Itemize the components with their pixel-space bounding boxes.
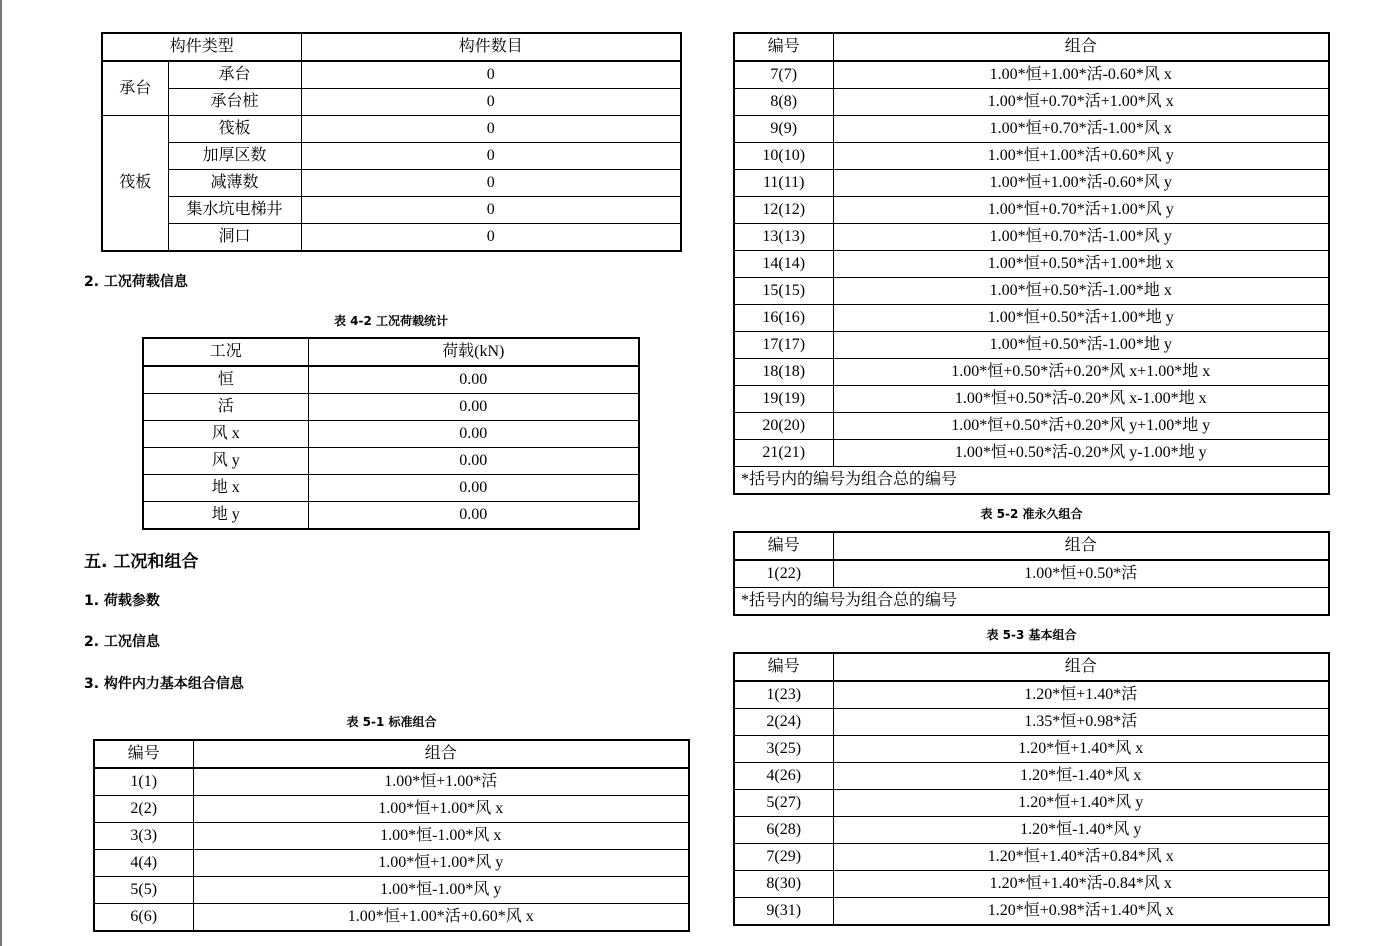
row-id-cell: 恒 (143, 366, 308, 394)
table-row (734, 413, 1329, 440)
header-cell: 组合 (193, 740, 689, 768)
table-row (734, 898, 1329, 926)
table-row (143, 394, 639, 421)
table-row (734, 817, 1329, 844)
row-id-cell: 地 x (143, 475, 308, 502)
basic-combo-table (733, 652, 1330, 926)
row-id-cell: 8(8) (734, 89, 833, 116)
row-value-cell: 1.00*恒+0.50*活+0.20*风 y+1.00*地 y (833, 413, 1329, 440)
header-cell: 组合 (833, 532, 1329, 560)
header-cell: 编号 (94, 740, 193, 768)
table-row (734, 224, 1329, 251)
table-cell: 0 (301, 170, 681, 197)
header-cell: 工况 (143, 338, 308, 366)
row-value-cell: 1.00*恒+1.00*活-0.60*风 y (833, 170, 1329, 197)
row-value-cell: 1.35*恒+0.98*活 (833, 709, 1329, 736)
table-row (94, 768, 689, 796)
section-load-info-heading: 2. 工况荷载信息 (84, 274, 188, 290)
row-value-cell: 1.00*恒+0.50*活 (833, 560, 1329, 588)
table-header-row (94, 740, 689, 768)
table-header-row (734, 33, 1329, 61)
row-id-cell: 5(27) (734, 790, 833, 817)
row-value-cell: 1.00*恒+0.50*活+1.00*地 x (833, 251, 1329, 278)
row-value-cell: 1.20*恒+0.98*活+1.40*风 x (833, 898, 1329, 926)
table-row (102, 116, 681, 143)
row-id-cell: 10(10) (734, 143, 833, 170)
table-row (734, 359, 1329, 386)
subsection-case-info: 2. 工况信息 (84, 634, 160, 650)
table-cell: 0 (301, 143, 681, 170)
row-id-cell: 17(17) (734, 332, 833, 359)
row-id-cell: 12(12) (734, 197, 833, 224)
row-id-cell: 1(1) (94, 768, 193, 796)
table-row (143, 421, 639, 448)
table-row (734, 790, 1329, 817)
table-row (734, 681, 1329, 709)
row-value-cell: 1.20*恒-1.40*风 x (833, 763, 1329, 790)
std-combo-caption: 表 5-1 标准组合 (346, 715, 437, 729)
row-id-cell: 7(29) (734, 844, 833, 871)
row-value-cell: 1.00*恒+1.00*活 (193, 768, 689, 796)
row-id-cell: 1(22) (734, 560, 833, 588)
table-row (734, 143, 1329, 170)
table-cell: 承台桩 (168, 89, 301, 116)
header-cell: 构件数目 (301, 33, 681, 61)
component-table (101, 32, 682, 252)
row-value-cell: 1.00*恒+0.70*活+1.00*风 y (833, 197, 1329, 224)
table-cell: 承台 (168, 61, 301, 89)
row-id-cell: 11(11) (734, 170, 833, 197)
row-value-cell: 1.00*恒+1.00*活-0.60*风 x (833, 61, 1329, 89)
row-id-cell: 6(6) (94, 904, 193, 932)
row-value-cell: 1.00*恒+1.00*活+0.60*风 y (833, 143, 1329, 170)
table-row (94, 904, 689, 932)
table-row (734, 278, 1329, 305)
row-value-cell: 1.20*恒+1.40*风 y (833, 790, 1329, 817)
row-id-cell: 16(16) (734, 305, 833, 332)
table-row (102, 143, 681, 170)
section-five-heading: 五. 工况和组合 (84, 552, 199, 572)
row-id-cell: 20(20) (734, 413, 833, 440)
row-id-cell: 5(5) (94, 877, 193, 904)
table-row (102, 197, 681, 224)
note-row (734, 588, 1329, 616)
table-cell: 0 (301, 224, 681, 252)
table-row (143, 475, 639, 502)
row-id-cell: 地 y (143, 502, 308, 530)
table-row (734, 305, 1329, 332)
row-value-cell: 0.00 (308, 421, 639, 448)
table-cell: 加厚区数 (168, 143, 301, 170)
header-cell: 编号 (734, 653, 833, 681)
row-value-cell: 1.20*恒+1.40*活-0.84*风 x (833, 871, 1329, 898)
row-value-cell: 1.00*恒+0.50*活-0.20*风 y-1.00*地 y (833, 440, 1329, 467)
basic-combo-caption: 表 5-3 基本组合 (986, 628, 1077, 642)
note-cell: *括号内的编号为组合总的编号 (734, 467, 1329, 495)
table-row (734, 116, 1329, 143)
page-left-edge (0, 0, 2, 946)
table-header-row (143, 338, 639, 366)
row-value-cell: 0.00 (308, 394, 639, 421)
row-value-cell: 1.00*恒+0.70*活-1.00*风 y (833, 224, 1329, 251)
table-row (734, 440, 1329, 467)
row-value-cell: 1.20*恒+1.40*活 (833, 681, 1329, 709)
row-id-cell: 2(24) (734, 709, 833, 736)
table-row (734, 251, 1329, 278)
header-cell: 构件类型 (102, 33, 301, 61)
row-id-cell: 9(31) (734, 898, 833, 926)
row-id-cell: 8(30) (734, 871, 833, 898)
row-id-cell: 21(21) (734, 440, 833, 467)
row-value-cell: 0.00 (308, 502, 639, 530)
row-id-cell: 2(2) (94, 796, 193, 823)
row-value-cell: 0.00 (308, 475, 639, 502)
row-id-cell: 13(13) (734, 224, 833, 251)
table-row (734, 709, 1329, 736)
table-row (102, 89, 681, 116)
row-value-cell: 1.00*恒+1.00*活+0.60*风 x (193, 904, 689, 932)
group-cell: 筏板 (102, 116, 168, 252)
table-cell: 0 (301, 197, 681, 224)
row-id-cell: 15(15) (734, 278, 833, 305)
header-cell: 编号 (734, 33, 833, 61)
quasi-combo-caption: 表 5-2 准永久组合 (980, 507, 1083, 521)
table-row (734, 197, 1329, 224)
row-value-cell: 1.00*恒+0.50*活+0.20*风 x+1.00*地 x (833, 359, 1329, 386)
load-table (142, 337, 640, 530)
table-header-row (734, 532, 1329, 560)
row-id-cell: 4(26) (734, 763, 833, 790)
table-row (734, 736, 1329, 763)
row-id-cell: 9(9) (734, 116, 833, 143)
table-row (143, 448, 639, 475)
table-cell: 筏板 (168, 116, 301, 143)
note-cell: *括号内的编号为组合总的编号 (734, 588, 1329, 616)
table-row (734, 560, 1329, 588)
group-cell: 承台 (102, 61, 168, 116)
row-id-cell: 18(18) (734, 359, 833, 386)
table-row (734, 89, 1329, 116)
row-id-cell: 3(25) (734, 736, 833, 763)
row-value-cell: 1.00*恒-1.00*风 y (193, 877, 689, 904)
note-row (734, 467, 1329, 495)
table-header-row (734, 653, 1329, 681)
table-row (102, 61, 681, 89)
row-id-cell: 3(3) (94, 823, 193, 850)
table-row (734, 386, 1329, 413)
table-cell: 0 (301, 89, 681, 116)
load-table-caption: 表 4-2 工况荷载统计 (333, 314, 449, 328)
row-id-cell: 14(14) (734, 251, 833, 278)
table-row (734, 844, 1329, 871)
table-row (94, 850, 689, 877)
row-value-cell: 1.00*恒+0.50*活-1.00*地 x (833, 278, 1329, 305)
table-row (94, 796, 689, 823)
table-row (102, 170, 681, 197)
quasi-combo-table (733, 531, 1330, 616)
row-value-cell: 1.00*恒+0.50*活-1.00*地 y (833, 332, 1329, 359)
header-cell: 荷载(kN) (308, 338, 639, 366)
table-cell: 减薄数 (168, 170, 301, 197)
table-row (734, 332, 1329, 359)
row-id-cell: 1(23) (734, 681, 833, 709)
table-row (94, 877, 689, 904)
header-cell: 编号 (734, 532, 833, 560)
table-row (94, 823, 689, 850)
table-row (102, 224, 681, 252)
row-id-cell: 风 y (143, 448, 308, 475)
row-value-cell: 1.00*恒-1.00*风 x (193, 823, 689, 850)
std-combo-table-right (733, 32, 1330, 495)
table-row (734, 170, 1329, 197)
table-row (143, 502, 639, 530)
row-value-cell: 1.00*恒+1.00*风 x (193, 796, 689, 823)
row-id-cell: 风 x (143, 421, 308, 448)
table-row (143, 366, 639, 394)
table-cell: 洞口 (168, 224, 301, 252)
table-row (734, 763, 1329, 790)
row-id-cell: 活 (143, 394, 308, 421)
row-value-cell: 1.00*恒+1.00*风 y (193, 850, 689, 877)
table-cell: 0 (301, 116, 681, 143)
row-value-cell: 1.00*恒+0.50*活-0.20*风 x-1.00*地 x (833, 386, 1329, 413)
table-row (734, 871, 1329, 898)
subsection-basic-combo-info: 3. 构件内力基本组合信息 (84, 676, 244, 692)
row-value-cell: 1.00*恒+0.70*活-1.00*风 x (833, 116, 1329, 143)
row-value-cell: 0.00 (308, 448, 639, 475)
row-value-cell: 1.00*恒+0.70*活+1.00*风 x (833, 89, 1329, 116)
table-cell: 集水坑电梯井 (168, 197, 301, 224)
std-combo-table-left (93, 739, 690, 932)
row-id-cell: 7(7) (734, 61, 833, 89)
row-id-cell: 6(28) (734, 817, 833, 844)
row-id-cell: 4(4) (94, 850, 193, 877)
row-value-cell: 1.00*恒+0.50*活+1.00*地 y (833, 305, 1329, 332)
row-value-cell: 1.20*恒+1.40*风 x (833, 736, 1329, 763)
row-value-cell: 1.20*恒+1.40*活+0.84*风 x (833, 844, 1329, 871)
row-value-cell: 0.00 (308, 366, 639, 394)
subsection-load-params: 1. 荷载参数 (84, 593, 160, 609)
table-row (734, 61, 1329, 89)
row-value-cell: 1.20*恒-1.40*风 y (833, 817, 1329, 844)
header-cell: 组合 (833, 653, 1329, 681)
header-cell: 组合 (833, 33, 1329, 61)
row-id-cell: 19(19) (734, 386, 833, 413)
table-cell: 0 (301, 61, 681, 89)
table-header-row (102, 33, 681, 61)
